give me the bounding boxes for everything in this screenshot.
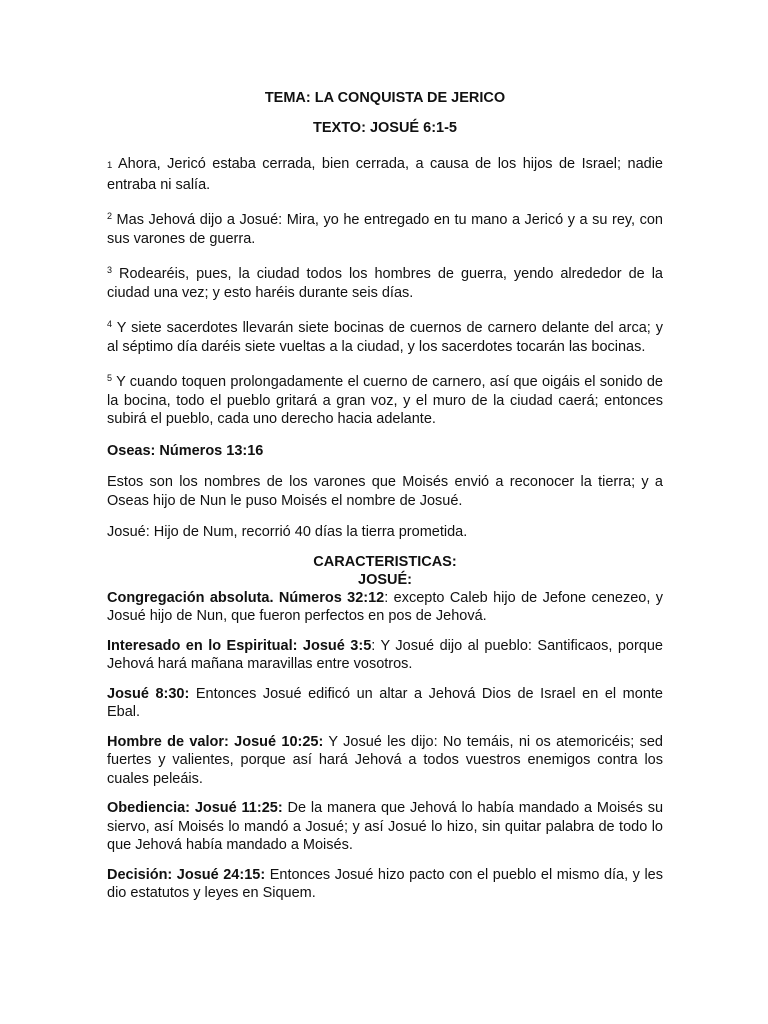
text-reference: TEXTO: JOSUÉ 6:1-5: [313, 120, 457, 136]
verse-3: [107, 265, 663, 302]
verse-number: 2: [107, 211, 113, 221]
verse-number: 1: [107, 160, 113, 171]
trait-text: : excepto Caleb hijo de Jefone cenezeo, y Josué hijo de Nun, que fueron perfectos en pos de Jehová.: [107, 589, 663, 624]
verse-2: [107, 211, 663, 248]
trait-item: [107, 589, 663, 626]
oseas-heading: Oseas: Números 13:16: [107, 442, 264, 459]
characteristics-heading: CARACTERISTICAS:: [313, 553, 457, 570]
josue-text: Josué: Hijo de Num, recorrió 40 días la tierra prometida.: [107, 524, 468, 540]
trait-text: Entonces Josué edificó un altar a Jehová Dios de Israel en el monte Ebal.: [107, 685, 663, 720]
trait-label: Congregación absoluta. Números 32:12: [107, 589, 385, 606]
characteristics-subheading: JOSUÉ:: [358, 571, 412, 588]
oseas-text: Estos son los nombres de los varones que Moisés envió a reconocer la tierra; y a Oseas hijo de Nun le puso Moisés el nombre de Josué.: [107, 474, 663, 509]
verse-text: Mas Jehová dijo a Josué: Mira, yo he entregado en tu mano a Jericó y a su rey, con sus varones de guerra.: [107, 212, 663, 247]
page-title: TEMA: LA CONQUISTA DE JERICO: [264, 90, 506, 106]
trait-label: Obediencia: Josué 11:25:: [107, 800, 283, 816]
trait-label: Josué 8:30:: [107, 685, 190, 702]
verse-5: [107, 373, 663, 429]
trait-text: : Y Josué dijo al pueblo: Santificaos, porque Jehová hará mañana maravillas entre vosotros.: [107, 637, 664, 672]
verse-1: [107, 155, 663, 194]
trait-label: Interesado en lo Espiritual: Josué 3:5: [107, 637, 372, 654]
verse-text: Ahora, Jericó estaba cerrada, bien cerrada, a causa de los hijos de Israel; nadie entraba ni salía.: [107, 156, 663, 193]
trait-label: Decisión: Josué 24:15:: [107, 866, 266, 883]
trait-text: Entonces Josué hizo pacto con el pueblo el mismo día, y les dio estatutos y leyes en Siquem.: [107, 866, 663, 901]
verse-text: Y cuando toquen prolongadamente el cuerno de carnero, así que oigáis el sonido de la bocina, todo el pueblo gritará a gran voz, y el muro de la ciudad caerá; entonces subirá el pueblo, cada uno derecho hacia adelante.: [107, 374, 663, 427]
trait-item: [107, 685, 663, 722]
trait-item: [107, 637, 663, 674]
trait-item: [107, 866, 663, 903]
trait-item: [107, 733, 663, 789]
trait-text: Y Josué les dijo: No temáis, ni os atemoricéis; sed fuertes y valientes, porque así hará Jehová a todos vuestros enemigos contra los cuales peleáis.: [107, 733, 663, 787]
trait-item: [107, 799, 663, 855]
verse-number: 3: [107, 265, 113, 275]
verse-text: Rodearéis, pues, la ciudad todos los hombres de guerra, yendo alrededor de la ciudad una vez; y esto haréis durante seis días.: [107, 266, 663, 301]
verse-4: [107, 319, 663, 356]
verse-text: Y siete sacerdotes llevarán siete bocinas de cuernos de carnero delante del arca; y al séptimo día daréis siete vueltas a la ciudad, y los sacerdotes tocarán las bocinas.: [107, 320, 663, 355]
trait-label: Hombre de valor: Josué 10:25:: [107, 733, 324, 750]
verse-number: 4: [107, 319, 113, 329]
trait-text: De la manera que Jehová lo había mandado a Moisés su siervo, así Moisés lo mandó a Josué; y así Josué lo hizo, sin quitar palabra de todo lo que Jehová había mandado a Moisés.: [107, 800, 664, 853]
verse-number: 5: [107, 373, 113, 383]
